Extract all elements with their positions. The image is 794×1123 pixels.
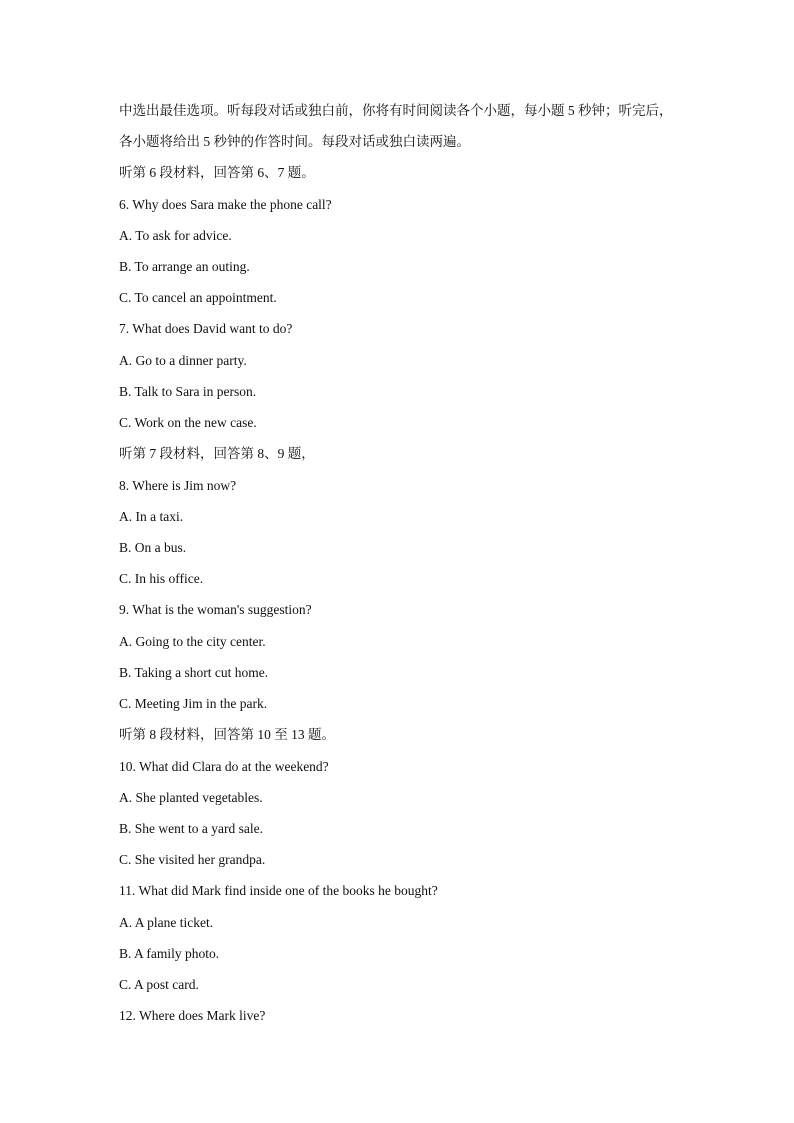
question-7-stem: 7. What does David want to do? — [119, 321, 293, 336]
question-9-option-a: A. Going to the city center. — [119, 634, 266, 649]
question-10-option-c: C. She visited her grandpa. — [119, 852, 266, 867]
question-11-stem: 11. What did Mark find inside one of the books he bought? — [119, 883, 438, 898]
question-9-stem: 9. What is the woman's suggestion? — [119, 602, 312, 617]
question-9-option-b: B. Taking a short cut home. — [119, 665, 269, 680]
question-7-option-a: A. Go to a dinner party. — [119, 353, 247, 368]
question-11-option-b: B. A family photo. — [119, 946, 220, 961]
question-10-option-b: B. She went to a yard sale. — [119, 821, 263, 836]
section-7-heading: 听第 7 段材料，回答第 8、9 题， — [119, 446, 315, 461]
question-12-stem: 12. Where does Mark live? — [119, 1008, 266, 1023]
question-10-option-a: A. She planted vegetables. — [119, 790, 263, 805]
question-6-stem: 6. Why does Sara make the phone call? — [119, 197, 332, 212]
question-8-option-a: A. In a taxi. — [119, 509, 184, 524]
question-8-stem: 8. Where is Jim now? — [119, 478, 237, 493]
section-8-heading: 听第 8 段材料，回答第 10 至 13 题。 — [119, 727, 335, 742]
question-6-option-a: A. To ask for advice. — [119, 228, 232, 243]
instructions-line-2: 各小题将给出 5 秒钟的作答时间。每段对话或独白读两遍。 — [119, 134, 470, 149]
question-8-option-c: C. In his office. — [119, 571, 204, 586]
question-6-option-b: B. To arrange an outing. — [119, 259, 250, 274]
question-11-option-a: A. A plane ticket. — [119, 915, 214, 930]
question-7-option-b: B. Talk to Sara in person. — [119, 384, 257, 399]
question-9-option-c: C. Meeting Jim in the park. — [119, 696, 268, 711]
question-7-option-c: C. Work on the new case. — [119, 415, 257, 430]
question-8-option-b: B. On a bus. — [119, 540, 187, 555]
section-6-heading: 听第 6 段材料，回答第 6、7 题。 — [119, 165, 315, 180]
question-10-stem: 10. What did Clara do at the weekend? — [119, 759, 329, 774]
instructions-line-1: 中选出最佳选项。听每段对话或独白前，你将有时间阅读各个小题，每小题 5 秒钟；听完后， — [119, 103, 673, 118]
question-6-option-c: C. To cancel an appointment. — [119, 290, 277, 305]
question-11-option-c: C. A post card. — [119, 977, 199, 992]
